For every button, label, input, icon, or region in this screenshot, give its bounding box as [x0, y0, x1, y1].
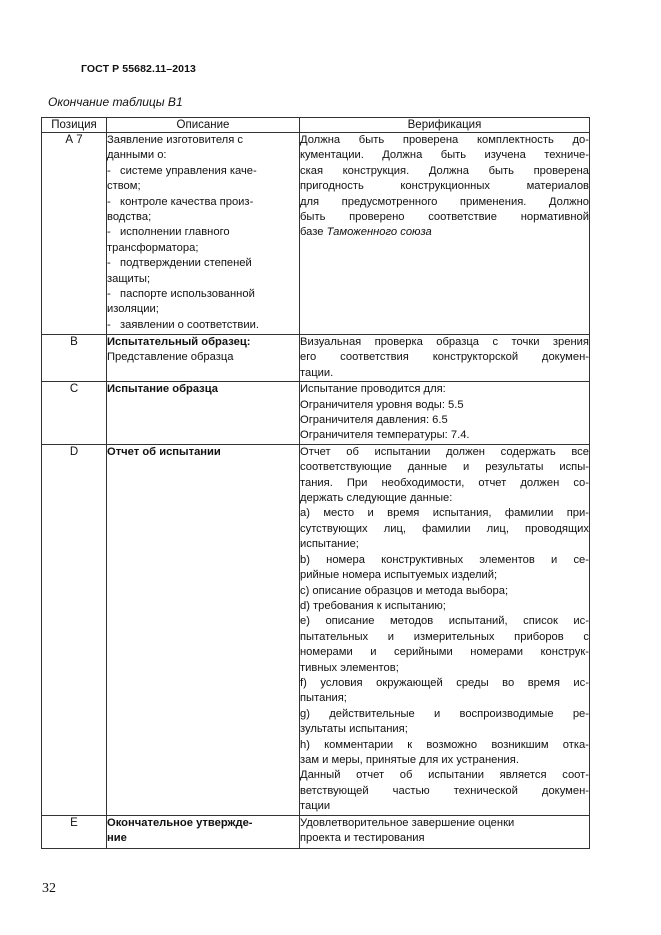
description-line: - паспорте использованной	[107, 288, 255, 301]
verification-line: сутствующих лиц, фамилии лиц, проводящих	[300, 522, 589, 535]
position-cell: А 7	[42, 133, 107, 335]
verification-line: пригодность конструкционных материалов	[300, 180, 589, 193]
verification-line: пытательных и измерительных приборов с	[300, 630, 589, 643]
table-caption: Окончание таблицы В1	[48, 95, 183, 109]
position-cell: B	[42, 335, 107, 382]
table-header-row	[42, 118, 590, 133]
verification-line: испытание;	[300, 538, 359, 551]
verification-line: d) требования к испытанию;	[300, 599, 446, 612]
verification-line: h) комментарии к возможно возникшим отка-	[300, 738, 589, 751]
description-title: Окончательное утвержде-	[107, 816, 253, 829]
verification-line: b) номера конструктивных элементов и се-	[300, 553, 589, 566]
description-line: изоляции;	[107, 303, 159, 316]
description-cell	[107, 382, 300, 445]
verification-line: ская конструкция. Должна быть проверена	[300, 164, 589, 177]
position-cell: E	[42, 815, 107, 848]
verification-line: Должна быть проверена комплектность до-	[300, 134, 589, 146]
verification-line: быть проверено соответствие нормативной	[300, 211, 589, 224]
description-line: Заявление изготовителя с	[107, 134, 243, 146]
description-line: - подтверждении степеней	[107, 257, 252, 270]
description-line: трансформатора;	[107, 241, 199, 254]
standard-header: ГОСТ Р 55682.11–2013	[81, 63, 196, 75]
verification-line: Испытание проводится для:	[300, 383, 446, 396]
description-cell	[107, 815, 300, 848]
customs-union-term: Таможенного союза	[326, 226, 432, 239]
table-row	[42, 815, 590, 848]
description-title: Испытание образца	[107, 383, 218, 396]
verification-line: a) место и время испытания, фамилии при-	[300, 507, 589, 520]
description-cell	[107, 133, 300, 335]
description-line: данными о:	[107, 149, 167, 162]
column-header-verification: Верификация	[300, 118, 590, 133]
verification-line: пытания;	[300, 692, 347, 705]
table-row	[42, 335, 590, 382]
position-cell: D	[42, 444, 107, 815]
verification-line: зультаты испытания;	[300, 723, 408, 736]
description-line: - исполнении главного	[107, 226, 230, 239]
verification-text: базе	[300, 226, 327, 239]
verification-line: зам и меры, принятые для их устранения.	[300, 753, 519, 766]
verification-line: ветствующей частью технической докумен-	[300, 784, 589, 797]
verification-cell	[300, 382, 590, 445]
verification-line: номерами и серийными номерами конструк-	[300, 646, 589, 659]
verification-line: проекта и тестирования	[300, 832, 425, 845]
description-line: - контроле качества произ-	[107, 195, 254, 208]
description-title: Отчет об испытании	[107, 445, 221, 458]
description-line: Представление образца	[107, 351, 234, 364]
verification-line: e) описание методов испытаний, список ис-	[300, 615, 589, 628]
verification-line: тивных элементов;	[300, 661, 399, 674]
table-row	[42, 382, 590, 445]
verification-line: рийные номера испытуемых изделий;	[300, 569, 498, 582]
verification-line: g) действительные и воспроизводимые ре-	[300, 707, 589, 720]
verification-line	[300, 225, 589, 240]
verification-line: его соответствия конструкторской докумен-	[300, 351, 589, 364]
description-line: защиты;	[107, 272, 151, 285]
verification-line: тания. При необходимости, отчет должен со-	[300, 476, 589, 489]
table-row	[42, 444, 590, 815]
column-header-description: Описание	[107, 118, 300, 133]
verification-cell	[300, 133, 590, 335]
verification-line: Ограничителя давления: 6.5	[300, 414, 448, 427]
verification-line: тации.	[300, 366, 334, 379]
description-cell	[107, 444, 300, 815]
verification-line: для предусмотренного применения. Должно	[300, 195, 589, 208]
verification-line: держать следующие данные:	[300, 492, 453, 505]
verification-cell	[300, 444, 590, 815]
description-line: - системе управления каче-	[107, 164, 257, 177]
verification-line: тации	[300, 800, 331, 813]
verification-line: Данный отчет об испытании является соот-	[300, 769, 589, 782]
verification-line: соответствующие данные и результаты испы-	[300, 461, 589, 474]
position-cell: C	[42, 382, 107, 445]
verification-line: f) условия окружающей среды во время ис-	[300, 676, 589, 689]
table-row	[42, 133, 590, 335]
verification-line: кументации. Должна быть изучена техниче-	[300, 149, 589, 162]
description-line: ством;	[107, 180, 141, 193]
description-cell	[107, 335, 300, 382]
description-line: - заявлении о соответствии.	[107, 318, 259, 331]
verification-line: Ограничителя уровня воды: 5.5	[300, 398, 464, 411]
verification-line: Удовлетворительное завершение оценки	[300, 816, 515, 829]
verification-table	[41, 117, 590, 849]
verification-line: Визуальная проверка образца с точки зрения	[300, 336, 589, 348]
verification-cell	[300, 815, 590, 848]
verification-line: Отчет об испытании должен содержать все	[300, 445, 589, 458]
verification-line: Ограничителя температуры: 7.4.	[300, 429, 470, 442]
verification-line: c) описание образцов и метода выбора;	[300, 584, 509, 597]
description-line: водства;	[107, 211, 152, 224]
verification-cell	[300, 335, 590, 382]
description-title: ние	[107, 832, 127, 845]
description-title: Испытательный образец:	[107, 336, 251, 348]
page-number: 32	[42, 881, 56, 896]
column-header-position: Позиция	[42, 118, 107, 133]
